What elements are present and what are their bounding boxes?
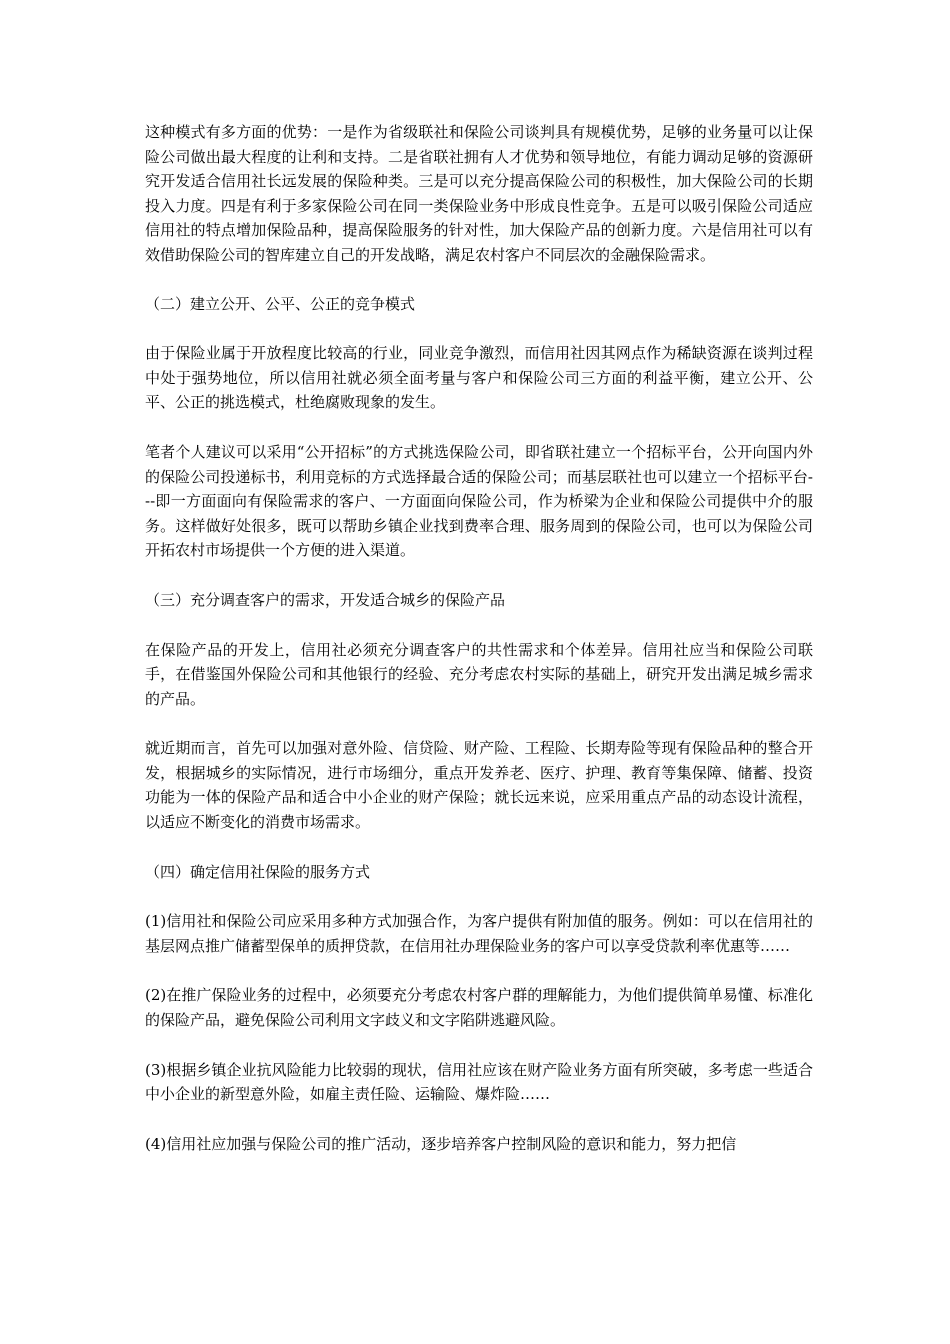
- list-item-4: (4)信用社应加强与保险公司的推广活动，逐步培养客户控制风险的意识和能力，努力把信: [145, 1134, 737, 1153]
- section-heading-3: （三）充分调查客户的需求，开发适合城乡的保险产品: [145, 590, 506, 609]
- list-item-3: (3)根据乡镇企业抗风险能力比较弱的现状，信用社应该在财产险业务方面有所突破，多考虑一些适合中小企业的新型意外险，如雇主责任险、运输险、爆炸险……: [145, 1060, 813, 1104]
- section-heading-2: （二）建立公开、公平、公正的竞争模式: [145, 294, 416, 313]
- section-heading-4: （四）确定信用社保险的服务方式: [145, 862, 371, 881]
- document-body: [145, 120, 813, 1181]
- paragraph-short-long-term: 就近期而言，首先可以加强对意外险、信贷险、财产险、工程险、长期寿险等现有保险品种的整合开发，根据城乡的实际情况，进行市场细分，重点开发养老、医疗、护理、教育等集保障、储蓄、投资功能为一体的保险产品和适合中小企业的财产保险；就长远来说，应采用重点产品的动态设计流程，以适应不断变化的消费市场需求。: [145, 739, 813, 832]
- paragraph-competition: 由于保险业属于开放程度比较高的行业，同业竞争激烈，而信用社因其网点作为稀缺资源在谈判过程中处于强势地位，所以信用社就必须全面考量与客户和保险公司三方面的利益平衡，建立公开、公平、公正的挑选模式，杜绝腐败现象的发生。: [145, 344, 813, 412]
- paragraph-product-development: 在保险产品的开发上，信用社必须充分调查客户的共性需求和个体差异。信用社应当和保险公司联手，在借鉴国外保险公司和其他银行的经验、充分考虑农村实际的基础上，研究开发出满足城乡需求的产品。: [145, 640, 813, 708]
- paragraph-advantages: 这种模式有多方面的优势：一是作为省级联社和保险公司谈判具有规模优势，足够的业务量可以让保险公司做出最大程度的让利和支持。二是省联社拥有人才优势和领导地位，有能力调动足够的资源研究开发适合信用社长远发展的保险种类。三是可以充分提高保险公司的积极性，加大保险公司的长期投入力度。四是有利于多家保险公司在同一类保险业务中形成良性竞争。五是可以吸引保险公司适应信用社的特点增加保险品种，提高保险服务的针对性，加大保险产品的创新力度。六是信用社可以有效借助保险公司的智库建立自己的开发战略，满足农村客户不同层次的金融保险需求。: [145, 123, 813, 264]
- list-item-2: (2)在推广保险业务的过程中，必须要充分考虑农村客户群的理解能力，为他们提供简单易懂、标准化的保险产品，避免保险公司利用文字歧义和文字陷阱逃避风险。: [145, 986, 813, 1030]
- list-item-1: (1)信用社和保险公司应采用多种方式加强合作，为客户提供有附加值的服务。例如：可以在信用社的基层网点推广储蓄型保单的质押贷款，在信用社办理保险业务的客户可以享受贷款利率优惠等……: [145, 912, 813, 955]
- paragraph-tender-suggestion: 笔者个人建议可以采用“公开招标”的方式挑选保险公司，即省联社建立一个招标平台，公开向国内外的保险公司投递标书，利用竞标的方式选择最合适的保险公司；而基层联社也可以建立一个招标平台---即一方面面向有保险需求的客户、一方面面向保险公司，作为桥梁为企业和保险公司提供中介的服务。这样做好处很多，既可以帮助乡镇企业找到费率合理、服务周到的保险公司，也可以为保险公司开拓农村市场提供一个方便的进入渠道。: [145, 442, 813, 560]
